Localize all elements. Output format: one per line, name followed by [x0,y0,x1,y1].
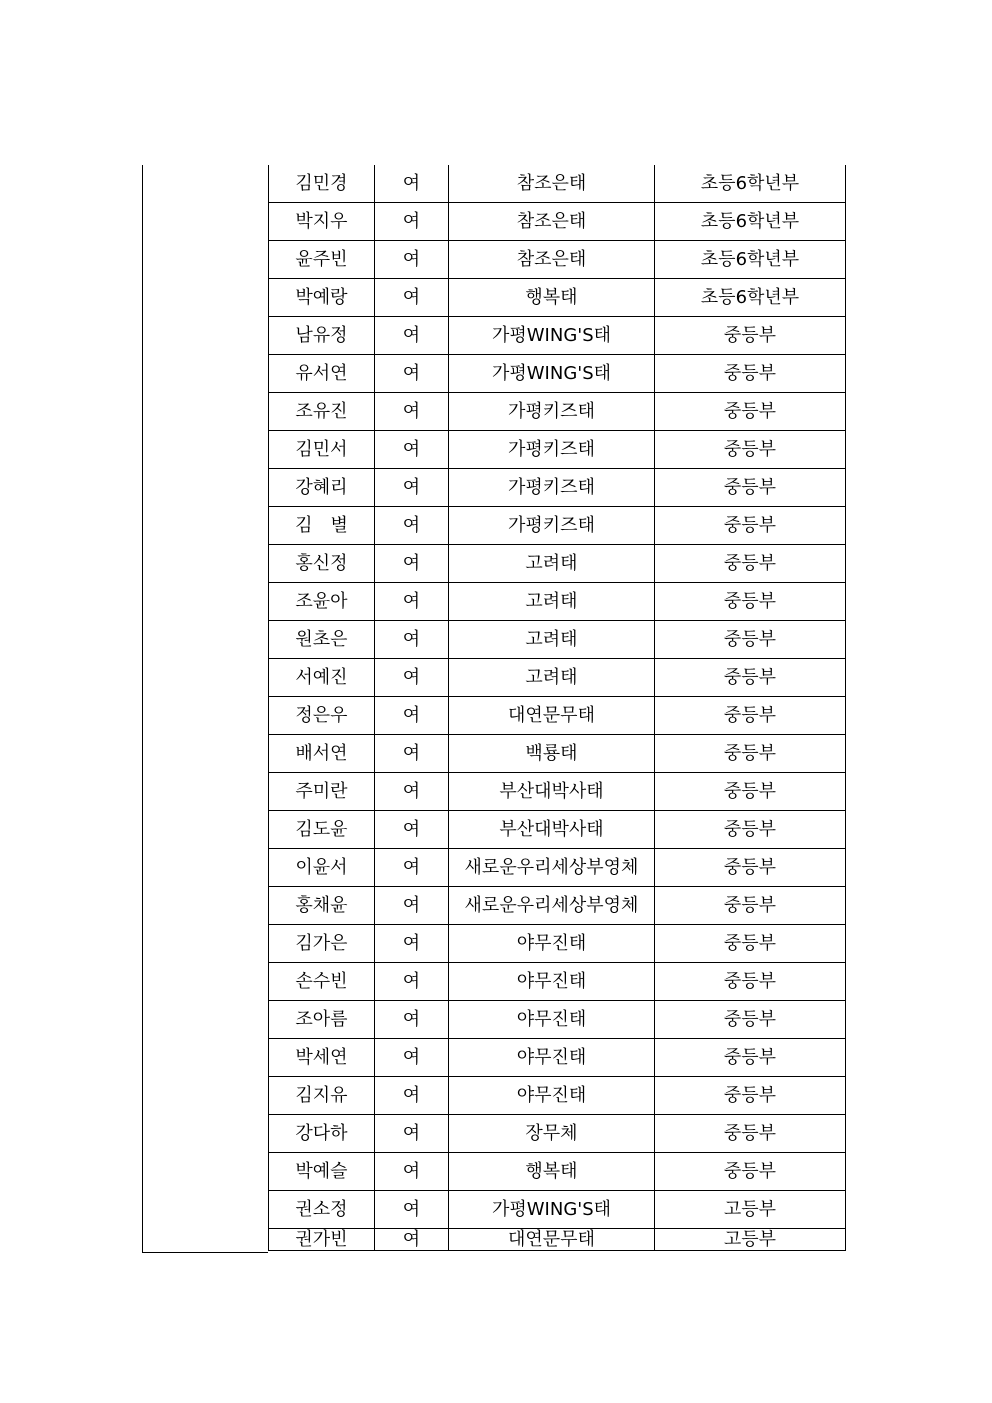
gender-cell: 여 [375,1115,449,1153]
table-row [269,1001,846,1039]
athlete-name-cell: 박지우 [269,203,375,241]
division-cell: 중등부 [655,963,846,1001]
athlete-name-cell: 조아름 [269,1001,375,1039]
division-cell: 고등부 [655,1229,846,1251]
roster-table [268,165,846,1251]
athlete-name-cell: 박세연 [269,1039,375,1077]
athlete-name-cell: 윤주빈 [269,241,375,279]
club-cell: 야무진태 [449,1039,655,1077]
division-cell: 중등부 [655,1039,846,1077]
gender-cell: 여 [375,241,449,279]
table-row [269,165,846,203]
division-cell: 중등부 [655,925,846,963]
athlete-name-cell: 주미란 [269,773,375,811]
division-cell: 중등부 [655,1077,846,1115]
athlete-name-cell: 김민서 [269,431,375,469]
athlete-name-cell: 김민경 [269,165,375,203]
athlete-name-cell: 권가빈 [269,1229,375,1251]
table-row [269,1077,846,1115]
table-row [269,279,846,317]
table-row [269,735,846,773]
athlete-name-cell: 김지유 [269,1077,375,1115]
division-cell: 초등6학년부 [655,241,846,279]
roster-body [269,165,846,1251]
gender-cell: 여 [375,849,449,887]
athlete-name-cell: 남유정 [269,317,375,355]
table-row [269,1191,846,1229]
club-cell: 야무진태 [449,1077,655,1115]
table-row [269,203,846,241]
gender-cell: 여 [375,773,449,811]
club-cell: 새로운우리세상부영체 [449,887,655,925]
athlete-name-cell: 이윤서 [269,849,375,887]
athlete-name-cell: 조윤아 [269,583,375,621]
division-cell: 고등부 [655,1191,846,1229]
division-cell: 초등6학년부 [655,279,846,317]
division-cell: 중등부 [655,507,846,545]
division-cell: 중등부 [655,1153,846,1191]
club-cell: 행복태 [449,1153,655,1191]
table-row [269,963,846,1001]
table-row [269,887,846,925]
athlete-name-cell: 김 별 [269,507,375,545]
division-cell: 초등6학년부 [655,165,846,203]
table-row [269,583,846,621]
gender-cell: 여 [375,317,449,355]
gender-cell: 여 [375,925,449,963]
athlete-name-cell: 강혜리 [269,469,375,507]
division-cell: 중등부 [655,849,846,887]
merged-left-column [142,165,268,1253]
division-cell: 중등부 [655,317,846,355]
club-cell: 가평키즈태 [449,507,655,545]
gender-cell: 여 [375,431,449,469]
club-cell: 고려태 [449,545,655,583]
club-cell: 부산대박사태 [449,811,655,849]
athlete-name-cell: 홍채윤 [269,887,375,925]
gender-cell: 여 [375,1153,449,1191]
club-cell: 참조은태 [449,203,655,241]
athlete-name-cell: 서예진 [269,659,375,697]
division-cell: 중등부 [655,621,846,659]
athlete-name-cell: 정은우 [269,697,375,735]
table-row [269,355,846,393]
table-row [269,507,846,545]
gender-cell: 여 [375,279,449,317]
club-cell: 가평키즈태 [449,469,655,507]
division-cell: 중등부 [655,735,846,773]
table-row [269,1229,846,1251]
club-cell: 대연문무태 [449,697,655,735]
gender-cell: 여 [375,887,449,925]
table-row [269,659,846,697]
athlete-name-cell: 배서연 [269,735,375,773]
table-row [269,317,846,355]
gender-cell: 여 [375,203,449,241]
table-row [269,849,846,887]
club-cell: 부산대박사태 [449,773,655,811]
gender-cell: 여 [375,355,449,393]
division-cell: 중등부 [655,431,846,469]
gender-cell: 여 [375,1191,449,1229]
table-row [269,621,846,659]
gender-cell: 여 [375,393,449,431]
gender-cell: 여 [375,583,449,621]
division-cell: 중등부 [655,355,846,393]
club-cell: 고려태 [449,621,655,659]
table-row [269,469,846,507]
gender-cell: 여 [375,621,449,659]
athlete-name-cell: 권소정 [269,1191,375,1229]
division-cell: 초등6학년부 [655,203,846,241]
athlete-name-cell: 홍신정 [269,545,375,583]
gender-cell: 여 [375,963,449,1001]
table-row [269,393,846,431]
gender-cell: 여 [375,1077,449,1115]
gender-cell: 여 [375,469,449,507]
division-cell: 중등부 [655,469,846,507]
division-cell: 중등부 [655,393,846,431]
division-cell: 중등부 [655,811,846,849]
division-cell: 중등부 [655,545,846,583]
club-cell: 참조은태 [449,165,655,203]
athlete-name-cell: 유서연 [269,355,375,393]
club-cell: 야무진태 [449,963,655,1001]
table-row [269,773,846,811]
gender-cell: 여 [375,697,449,735]
gender-cell: 여 [375,1229,449,1251]
club-cell: 장무체 [449,1115,655,1153]
table-row [269,241,846,279]
athlete-name-cell: 강다하 [269,1115,375,1153]
table-row [269,697,846,735]
club-cell: 새로운우리세상부영체 [449,849,655,887]
table-row [269,545,846,583]
gender-cell: 여 [375,659,449,697]
gender-cell: 여 [375,811,449,849]
division-cell: 중등부 [655,887,846,925]
gender-cell: 여 [375,735,449,773]
gender-cell: 여 [375,545,449,583]
athlete-name-cell: 손수빈 [269,963,375,1001]
division-cell: 중등부 [655,773,846,811]
athlete-name-cell: 김가은 [269,925,375,963]
club-cell: 고려태 [449,583,655,621]
club-cell: 가평WING'S태 [449,317,655,355]
division-cell: 중등부 [655,697,846,735]
club-cell: 야무진태 [449,1001,655,1039]
club-cell: 가평WING'S태 [449,355,655,393]
table-row [269,431,846,469]
athlete-name-cell: 박예슬 [269,1153,375,1191]
table-row [269,1153,846,1191]
club-cell: 가평키즈태 [449,393,655,431]
club-cell: 야무진태 [449,925,655,963]
table-row [269,811,846,849]
club-cell: 행복태 [449,279,655,317]
club-cell: 가평WING'S태 [449,1191,655,1229]
club-cell: 고려태 [449,659,655,697]
division-cell: 중등부 [655,583,846,621]
athlete-name-cell: 원초은 [269,621,375,659]
gender-cell: 여 [375,165,449,203]
athlete-name-cell: 김도윤 [269,811,375,849]
table-row [269,925,846,963]
club-cell: 참조은태 [449,241,655,279]
division-cell: 중등부 [655,659,846,697]
gender-cell: 여 [375,1001,449,1039]
club-cell: 백룡태 [449,735,655,773]
gender-cell: 여 [375,1039,449,1077]
club-cell: 대연문무태 [449,1229,655,1251]
club-cell: 가평키즈태 [449,431,655,469]
division-cell: 중등부 [655,1115,846,1153]
division-cell: 중등부 [655,1001,846,1039]
table-row [269,1039,846,1077]
athlete-name-cell: 박예랑 [269,279,375,317]
gender-cell: 여 [375,507,449,545]
table-row [269,1115,846,1153]
athlete-name-cell: 조유진 [269,393,375,431]
